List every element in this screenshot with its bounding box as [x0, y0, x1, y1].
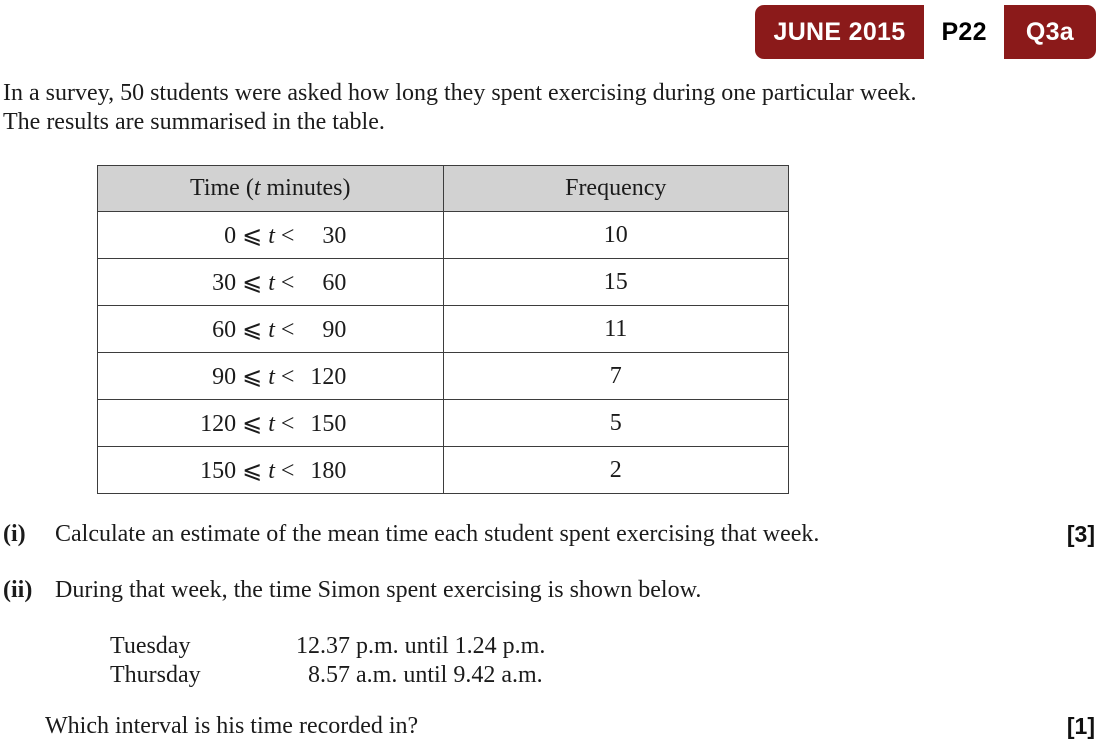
question-part-ii: [0, 577, 1100, 607]
schedule-start-time: 8.57: [308, 662, 350, 688]
final-question-marks: [1]: [1066, 713, 1095, 739]
interval-lower-bound: 0: [224, 222, 237, 249]
interval-upper-bound: 150: [310, 410, 347, 437]
badge-question: Q3a: [1004, 5, 1096, 59]
table-row: [98, 447, 789, 494]
interval-upper-bound: 30: [322, 222, 347, 249]
interval-lower-bound: 120: [200, 410, 237, 437]
table-row: [98, 259, 789, 306]
final-question-text: Which interval is his time recorded in?: [45, 713, 419, 739]
interval-lower-bound: 150: [200, 457, 237, 484]
frequency-table-head: [98, 166, 789, 212]
lt-symbol: <: [274, 316, 301, 343]
interval-upper-bound: 120: [310, 363, 347, 390]
interval-variable: t: [268, 410, 275, 437]
interval-variable: t: [268, 363, 275, 390]
time-interval-cell: [98, 259, 444, 306]
time-header-suffix: minutes): [260, 175, 351, 201]
frequency-cell: 11: [443, 306, 789, 353]
frequency-cell: 2: [443, 447, 789, 494]
frequency-table-body: [98, 212, 789, 494]
time-interval-cell: [98, 400, 444, 447]
schedule-row-thursday: [0, 662, 700, 691]
time-header-variable: t: [253, 175, 261, 201]
part-i-label: (i): [3, 521, 26, 547]
part-i-text: Calculate an estimate of the mean time each student spent exercising that week.: [55, 521, 820, 547]
final-question: [0, 713, 1100, 743]
lt-symbol: <: [274, 410, 301, 437]
schedule-row-tuesday: [0, 633, 700, 662]
interval-lower-bound: 60: [212, 316, 237, 343]
table-row: [98, 400, 789, 447]
leq-symbol: ⩽: [236, 316, 269, 343]
leq-symbol: ⩽: [236, 410, 269, 437]
exam-reference-badge: [755, 5, 1097, 59]
frequency-cell: 7: [443, 353, 789, 400]
frequency-cell: 10: [443, 212, 789, 259]
interval-upper-bound: 60: [322, 269, 347, 296]
table-row: [98, 353, 789, 400]
frequency-column-header: Frequency: [443, 166, 789, 212]
table-row: [98, 212, 789, 259]
part-ii-text: During that week, the time Simon spent exercising is shown below.: [55, 577, 702, 603]
table-row: [98, 306, 789, 353]
schedule-time: [293, 633, 545, 660]
interval-lower-bound: 90: [212, 363, 237, 390]
leq-symbol: ⩽: [236, 269, 269, 296]
schedule-start-time: 12.37: [296, 633, 350, 659]
lt-symbol: <: [274, 457, 301, 484]
time-column-header: [98, 166, 444, 212]
leq-symbol: ⩽: [236, 363, 269, 390]
time-interval-cell: [98, 212, 444, 259]
interval-variable: t: [268, 269, 275, 296]
time-interval-cell: [98, 447, 444, 494]
intro-line-2: The results are summarised in the table.: [3, 109, 385, 135]
badge-session: JUNE 2015: [755, 5, 925, 59]
lt-symbol: <: [274, 363, 301, 390]
schedule-time-rest: p.m. until 1.24 p.m.: [350, 633, 546, 659]
schedule-day: Thursday: [110, 662, 201, 688]
interval-variable: t: [268, 222, 275, 249]
time-interval-cell: [98, 353, 444, 400]
intro-paragraph: [3, 79, 917, 137]
table-header-row: [98, 166, 789, 212]
interval-variable: t: [268, 457, 275, 484]
time-header-prefix: Time (: [190, 175, 254, 201]
schedule-time-rest: a.m. until 9.42 a.m.: [350, 662, 543, 688]
part-i-marks: [3]: [1066, 521, 1095, 547]
lt-symbol: <: [274, 269, 301, 296]
schedule-day: Tuesday: [110, 633, 191, 659]
frequency-cell: 5: [443, 400, 789, 447]
interval-variable: t: [268, 316, 275, 343]
interval-upper-bound: 180: [310, 457, 347, 484]
leq-symbol: ⩽: [236, 222, 269, 249]
schedule-time: [293, 662, 543, 689]
time-interval-cell: [98, 306, 444, 353]
interval-lower-bound: 30: [212, 269, 237, 296]
frequency-table: [97, 165, 789, 494]
part-ii-label: (ii): [3, 577, 33, 603]
question-part-i: [0, 521, 1100, 551]
lt-symbol: <: [274, 222, 301, 249]
intro-line-1: In a survey, 50 students were asked how long they spent exercising during one particular week.: [3, 80, 917, 106]
leq-symbol: ⩽: [236, 457, 269, 484]
badge-paper: P22: [924, 5, 1003, 59]
frequency-cell: 15: [443, 259, 789, 306]
interval-upper-bound: 90: [322, 316, 347, 343]
